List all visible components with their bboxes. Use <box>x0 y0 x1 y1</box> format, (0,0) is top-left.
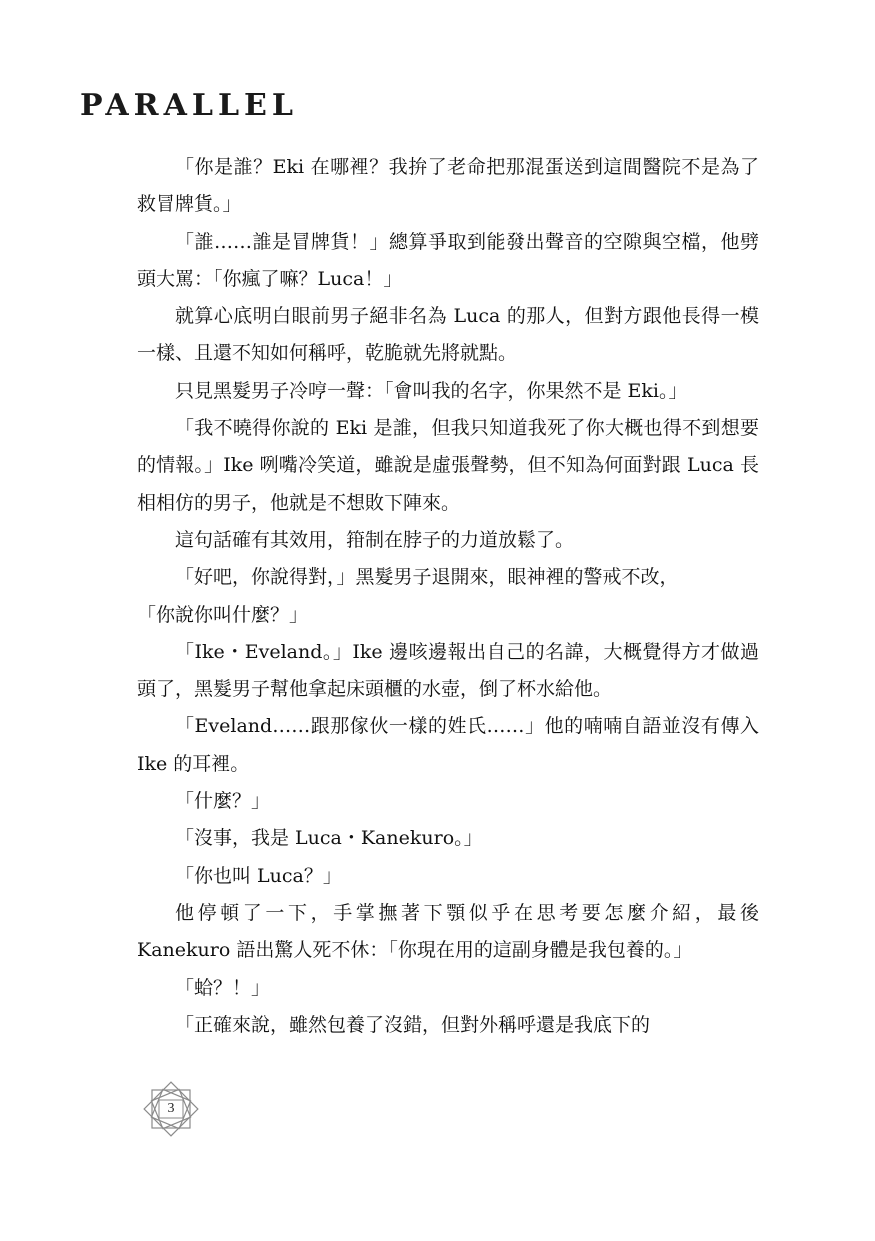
paragraph: 他停頓了一下，手掌撫著下顎似乎在思考要怎麼介紹，最後 Kanekuro 語出驚人死不休：「你現在用的這副身體是我包養的。」 <box>137 901 759 962</box>
running-title: PARALLEL <box>80 88 299 123</box>
paragraph: 「Eveland……跟那傢伙一樣的姓氏……」他的喃喃自語並沒有傳入 Ike 的耳裡。 <box>137 715 759 775</box>
paragraph: 「你也叫 Luca？」 <box>175 864 342 887</box>
paragraph: 「什麼？」 <box>175 790 271 813</box>
body-text <box>137 149 759 1044</box>
paragraph: 「蛤？！」 <box>175 976 271 999</box>
paragraph: 「沒事，我是 Luca・Kanekuro。」 <box>175 827 483 850</box>
paragraph: 這句話確有其效用，箝制在脖子的力道放鬆了。 <box>175 528 575 551</box>
paragraph: 「Ike・Eveland。」Ike 邊咳邊報出自己的名諱，大概覺得方才做過頭了，黑髮男子幫他拿起床頭櫃的水壺，倒了杯水給他。 <box>137 640 759 701</box>
page-number: 3 <box>167 1101 175 1116</box>
paragraph: 「你說你叫什麼？」 <box>137 603 309 626</box>
paragraph: 「正確來說，雖然包養了沒錯，但對外稱呼還是我底下的 <box>175 1013 651 1036</box>
paragraph: 「我不曉得你說的 Eki 是誰，但我只知道我死了你大概也得不到想要的情報。」Ike 咧嘴冷笑道，雖說是虛張聲勢，但不知為何面對跟 Luca 長相相仿的男子，他就是不想敗下陣來。 <box>137 417 759 514</box>
paragraph: 「你是誰？Eki 在哪裡？我拚了老命把那混蛋送到這間醫院不是為了救冒牌貨。」 <box>137 156 759 216</box>
page-number-ornament <box>138 1076 204 1142</box>
paragraph: 只見黑髮男子冷哼一聲：「會叫我的名字，你果然不是 Eki。」 <box>175 379 688 402</box>
paragraph: 「誰……誰是冒牌貨！」總算爭取到能發出聲音的空隙與空檔，他劈頭大罵：「你瘋了嘛？Luca！」 <box>137 230 759 290</box>
paragraph: 「好吧，你說得對，」黑髮男子退開來，眼神裡的警戒不改， <box>175 566 679 589</box>
paragraph: 就算心底明白眼前男子絕非名為 Luca 的那人，但對方跟他長得一模一樣、且還不知如何稱呼，乾脆就先將就點。 <box>137 305 759 365</box>
